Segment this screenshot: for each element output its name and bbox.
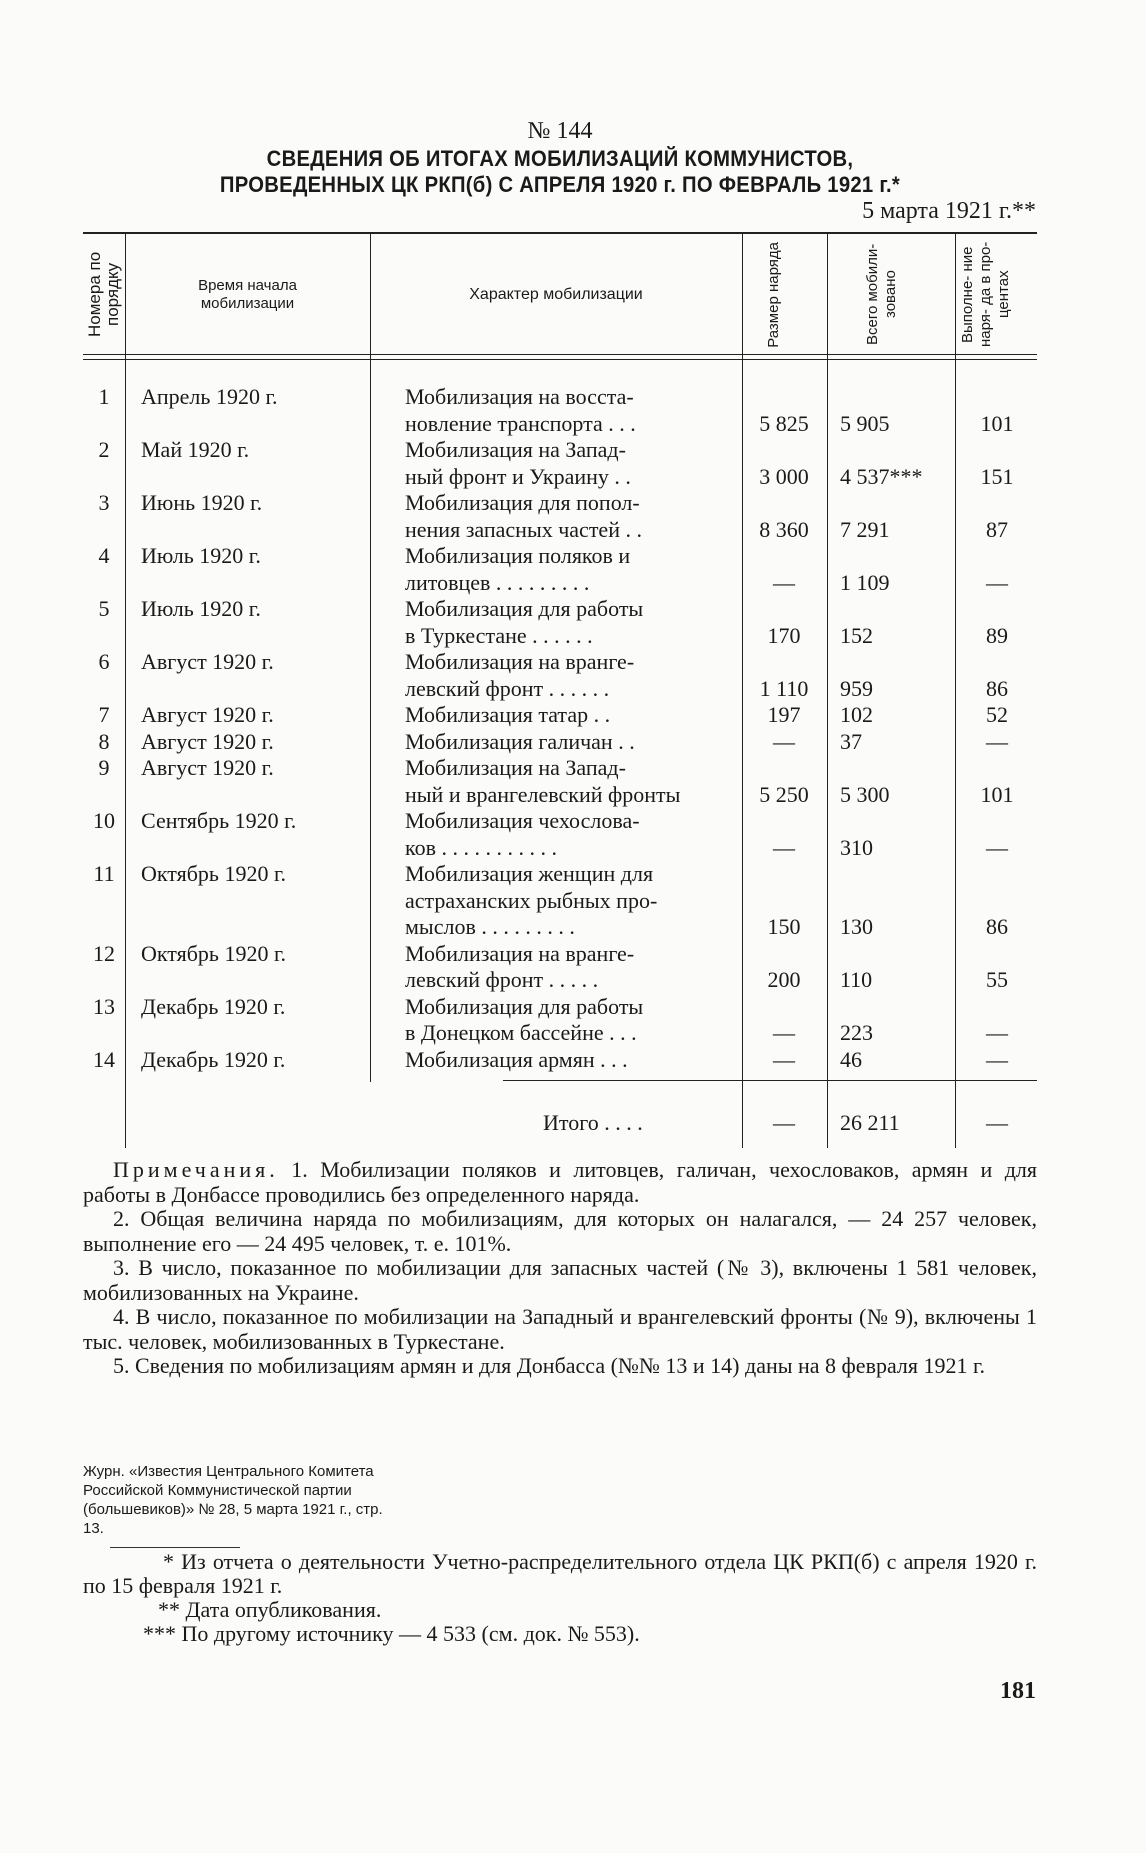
- header-rule-2: [83, 359, 1037, 360]
- row-description-line: Мобилизация галичан . .: [405, 728, 635, 754]
- table-row: [83, 941, 1037, 994]
- row-quota: —: [773, 728, 795, 754]
- row-description-line: Мобилизация чехослова-: [405, 808, 640, 833]
- row-quota: —: [773, 569, 795, 595]
- table-row: [83, 808, 1037, 861]
- row-start-time: Август 1920 г.: [141, 649, 274, 674]
- row-total: 130: [840, 914, 873, 939]
- row-start-time: Август 1920 г.: [141, 728, 274, 754]
- row-start-time: Апрель 1920 г.: [141, 384, 278, 409]
- table-row: [83, 702, 1037, 729]
- row-description-line: левский фронт . . . . . .: [405, 675, 610, 701]
- footnote-1: * Из отчета о деятельности Учетно-распределительного отдела ЦК РКП(б) с апреля 1920 г. по 15 февраля 1921 г.: [83, 1549, 1037, 1598]
- row-description-line: ный и врангелевский фронты: [405, 781, 681, 807]
- row-number: 10: [93, 808, 115, 833]
- row-start-time: Июль 1920 г.: [141, 596, 261, 621]
- row-description-line: астраханских рыбных про-: [405, 887, 658, 913]
- total-total: 26 211: [840, 1110, 900, 1135]
- row-number: 2: [98, 437, 110, 462]
- note-2: 2. Общая величина наряда по мобилизациям, для которых он налагался, — 24 257 человек, выполнение его — 24 495 человек, т. е. 101%.: [83, 1206, 1037, 1256]
- row-percent: 89: [986, 622, 1008, 648]
- row-total: 5 300: [840, 781, 890, 807]
- table-row: [83, 729, 1037, 756]
- row-description-line: левский фронт . . . . .: [405, 967, 599, 992]
- row-start-time: Декабрь 1920 г.: [141, 1046, 286, 1072]
- row-number: 5: [98, 596, 110, 621]
- row-description-line: Мобилизация поляков и: [405, 543, 631, 568]
- row-total: 46: [840, 1046, 862, 1072]
- title-line-1: СВЕДЕНИЯ ОБ ИТОГАХ МОБИЛИЗАЦИЙ КОММУНИСТОВ,: [266, 146, 854, 171]
- row-description-line: ный фронт и Украину . .: [405, 463, 631, 489]
- row-number: 3: [98, 490, 110, 515]
- footnotes: [83, 1550, 1037, 1646]
- row-description-line: в Донецком бассейне . . .: [405, 1020, 637, 1045]
- row-description-line: Мобилизация армян . . .: [405, 1046, 628, 1072]
- notes: [83, 1158, 1037, 1379]
- note-3: 3. В число, показанное по мобилизации для запасных частей (№ 3), включены 1 581 человек, мобилизованных на Украине.: [83, 1255, 1037, 1305]
- table-row: [83, 649, 1037, 702]
- row-number: 6: [98, 649, 110, 674]
- total-rule: [503, 1080, 1037, 1081]
- header-when: Время начала мобилизации: [198, 276, 297, 312]
- row-total: 1 109: [840, 569, 890, 595]
- row-description-line: литовцев . . . . . . . . .: [405, 569, 590, 595]
- row-start-time: Август 1920 г.: [141, 755, 274, 780]
- row-total: 310: [840, 834, 873, 860]
- row-percent: 86: [986, 675, 1008, 701]
- table-row: [83, 437, 1037, 490]
- row-total: 5 905: [840, 410, 890, 436]
- row-total: 7 291: [840, 516, 890, 542]
- row-quota: 5 825: [759, 410, 809, 436]
- row-percent: 87: [986, 516, 1008, 542]
- table-row: [83, 994, 1037, 1047]
- row-total: 959: [840, 675, 873, 701]
- page-number: 181: [1000, 1678, 1036, 1704]
- row-number: 13: [93, 993, 115, 1019]
- table-row: [83, 861, 1037, 941]
- row-percent: 101: [980, 410, 1014, 436]
- row-number: 1: [98, 384, 110, 409]
- header-desc: Характер мобилизации: [469, 285, 643, 303]
- row-quota: 5 250: [759, 781, 809, 807]
- row-description-line: нения запасных частей . .: [405, 516, 642, 542]
- row-quota: —: [773, 1046, 795, 1072]
- row-start-time: Август 1920 г.: [141, 702, 274, 727]
- row-quota: 150: [767, 914, 801, 939]
- document-number: № 144: [527, 118, 593, 144]
- row-percent: 55: [986, 967, 1008, 992]
- source-citation: Журн. «Известия Центрального Комитета Российской Коммунистической партии (большевиков)» № 28, 5 марта 1921 г., стр. 13.: [83, 1463, 383, 1537]
- row-description-line: в Туркестане . . . . . .: [405, 622, 593, 648]
- total-percent: —: [986, 1110, 1008, 1135]
- row-percent: —: [986, 728, 1008, 754]
- row-total: 4 537***: [840, 463, 923, 489]
- table-row: [83, 755, 1037, 808]
- table-row: [83, 490, 1037, 543]
- row-quota: 170: [767, 622, 801, 648]
- row-description-line: Мобилизация для работы: [405, 993, 644, 1019]
- table-row: [83, 1047, 1037, 1074]
- row-total: 110: [840, 967, 873, 992]
- row-total: 223: [840, 1020, 873, 1045]
- document-date: 5 марта 1921 г.**: [862, 198, 1036, 224]
- row-percent: 52: [986, 702, 1008, 727]
- table-row: [83, 384, 1037, 437]
- total-label: Итого . . . .: [543, 1110, 643, 1135]
- row-quota: —: [773, 834, 795, 860]
- row-percent: —: [986, 1046, 1008, 1072]
- footnote-2: ** Дата опубликования.: [158, 1597, 382, 1622]
- row-number: 11: [93, 861, 115, 886]
- row-description-line: Мобилизация на восста-: [405, 384, 634, 409]
- row-percent: —: [986, 834, 1008, 860]
- note-5: 5. Сведения по мобилизациям армян и для Донбасса (№№ 13 и 14) даны на 8 февраля 1921 г.: [113, 1353, 986, 1378]
- row-description-line: ков . . . . . . . . . . .: [405, 834, 557, 860]
- row-start-time: Май 1920 г.: [141, 437, 250, 462]
- table-row: [83, 596, 1037, 649]
- row-percent: —: [986, 569, 1008, 595]
- row-description-line: Мобилизация на вранге-: [405, 940, 635, 966]
- row-start-time: Июль 1920 г.: [141, 543, 261, 568]
- row-quota: —: [773, 1020, 795, 1045]
- row-description-line: Мобилизация для попол-: [405, 490, 640, 515]
- title-line-2: ПРОВЕДЕННЫХ ЦК РКП(б) С АПРЕЛЯ 1920 г. ПО ФЕВРАЛЬ 1921 г.*: [219, 172, 901, 197]
- row-start-time: Июнь 1920 г.: [141, 490, 263, 515]
- row-percent: 101: [980, 781, 1014, 807]
- row-description-line: Мобилизация на Запад-: [405, 437, 626, 462]
- row-total: 102: [840, 702, 873, 727]
- row-percent: 86: [986, 914, 1008, 939]
- header-total: Всего мобили- зовано: [863, 243, 899, 346]
- row-description-line: новление транспорта . . .: [405, 410, 636, 436]
- notes-heading: Примечания.: [113, 1157, 279, 1182]
- row-quota: 200: [767, 967, 801, 992]
- row-description-line: Мобилизация татар . .: [405, 702, 611, 727]
- row-number: 7: [98, 702, 110, 727]
- row-start-time: Октябрь 1920 г.: [141, 940, 286, 966]
- row-percent: 151: [980, 463, 1014, 489]
- row-start-time: Сентябрь 1920 г.: [141, 808, 297, 833]
- header-percent: Выполне- ние наря- да в про- центах: [958, 241, 1012, 348]
- footnote-rule: [110, 1547, 240, 1548]
- row-start-time: Октябрь 1920 г.: [141, 861, 286, 886]
- row-number: 12: [93, 940, 115, 966]
- row-description-line: Мобилизация на Запад-: [405, 755, 626, 780]
- row-description-line: мыслов . . . . . . . . .: [405, 914, 575, 939]
- row-total: 152: [840, 622, 873, 648]
- footnote-3: *** По другому источнику — 4 533 (см. док. № 553).: [143, 1621, 640, 1646]
- row-number: 8: [98, 728, 110, 754]
- row-quota: 8 360: [759, 516, 809, 542]
- row-description-line: Мобилизация для работы: [405, 596, 644, 621]
- row-percent: —: [986, 1020, 1008, 1045]
- row-description-line: Мобилизация на вранге-: [405, 649, 635, 674]
- header-quota: Размер наряда: [764, 241, 782, 348]
- row-description-line: Мобилизация женщин для: [405, 861, 654, 886]
- header-num: Номера по порядку: [85, 251, 122, 338]
- table-row: [83, 543, 1037, 596]
- note-4: 4. В число, показанное по мобилизации на Западный и врангелевский фронты (№ 9), включены 1 тыс. человек, мобилизованных в Туркестане.: [83, 1304, 1037, 1354]
- row-number: 14: [93, 1046, 115, 1072]
- row-quota: 3 000: [759, 463, 809, 489]
- row-quota: 197: [767, 702, 801, 727]
- row-number: 9: [98, 755, 110, 780]
- row-total: 37: [840, 728, 862, 754]
- row-number: 4: [98, 543, 110, 568]
- note-1: 1. Мобилизации поляков и литовцев, галичан, чехословаков, армян и для работы в Донбассе проводились без определенного наряда.: [83, 1157, 1037, 1207]
- row-quota: 1 110: [759, 675, 809, 701]
- total-quota: —: [773, 1110, 795, 1135]
- row-start-time: Декабрь 1920 г.: [141, 993, 286, 1019]
